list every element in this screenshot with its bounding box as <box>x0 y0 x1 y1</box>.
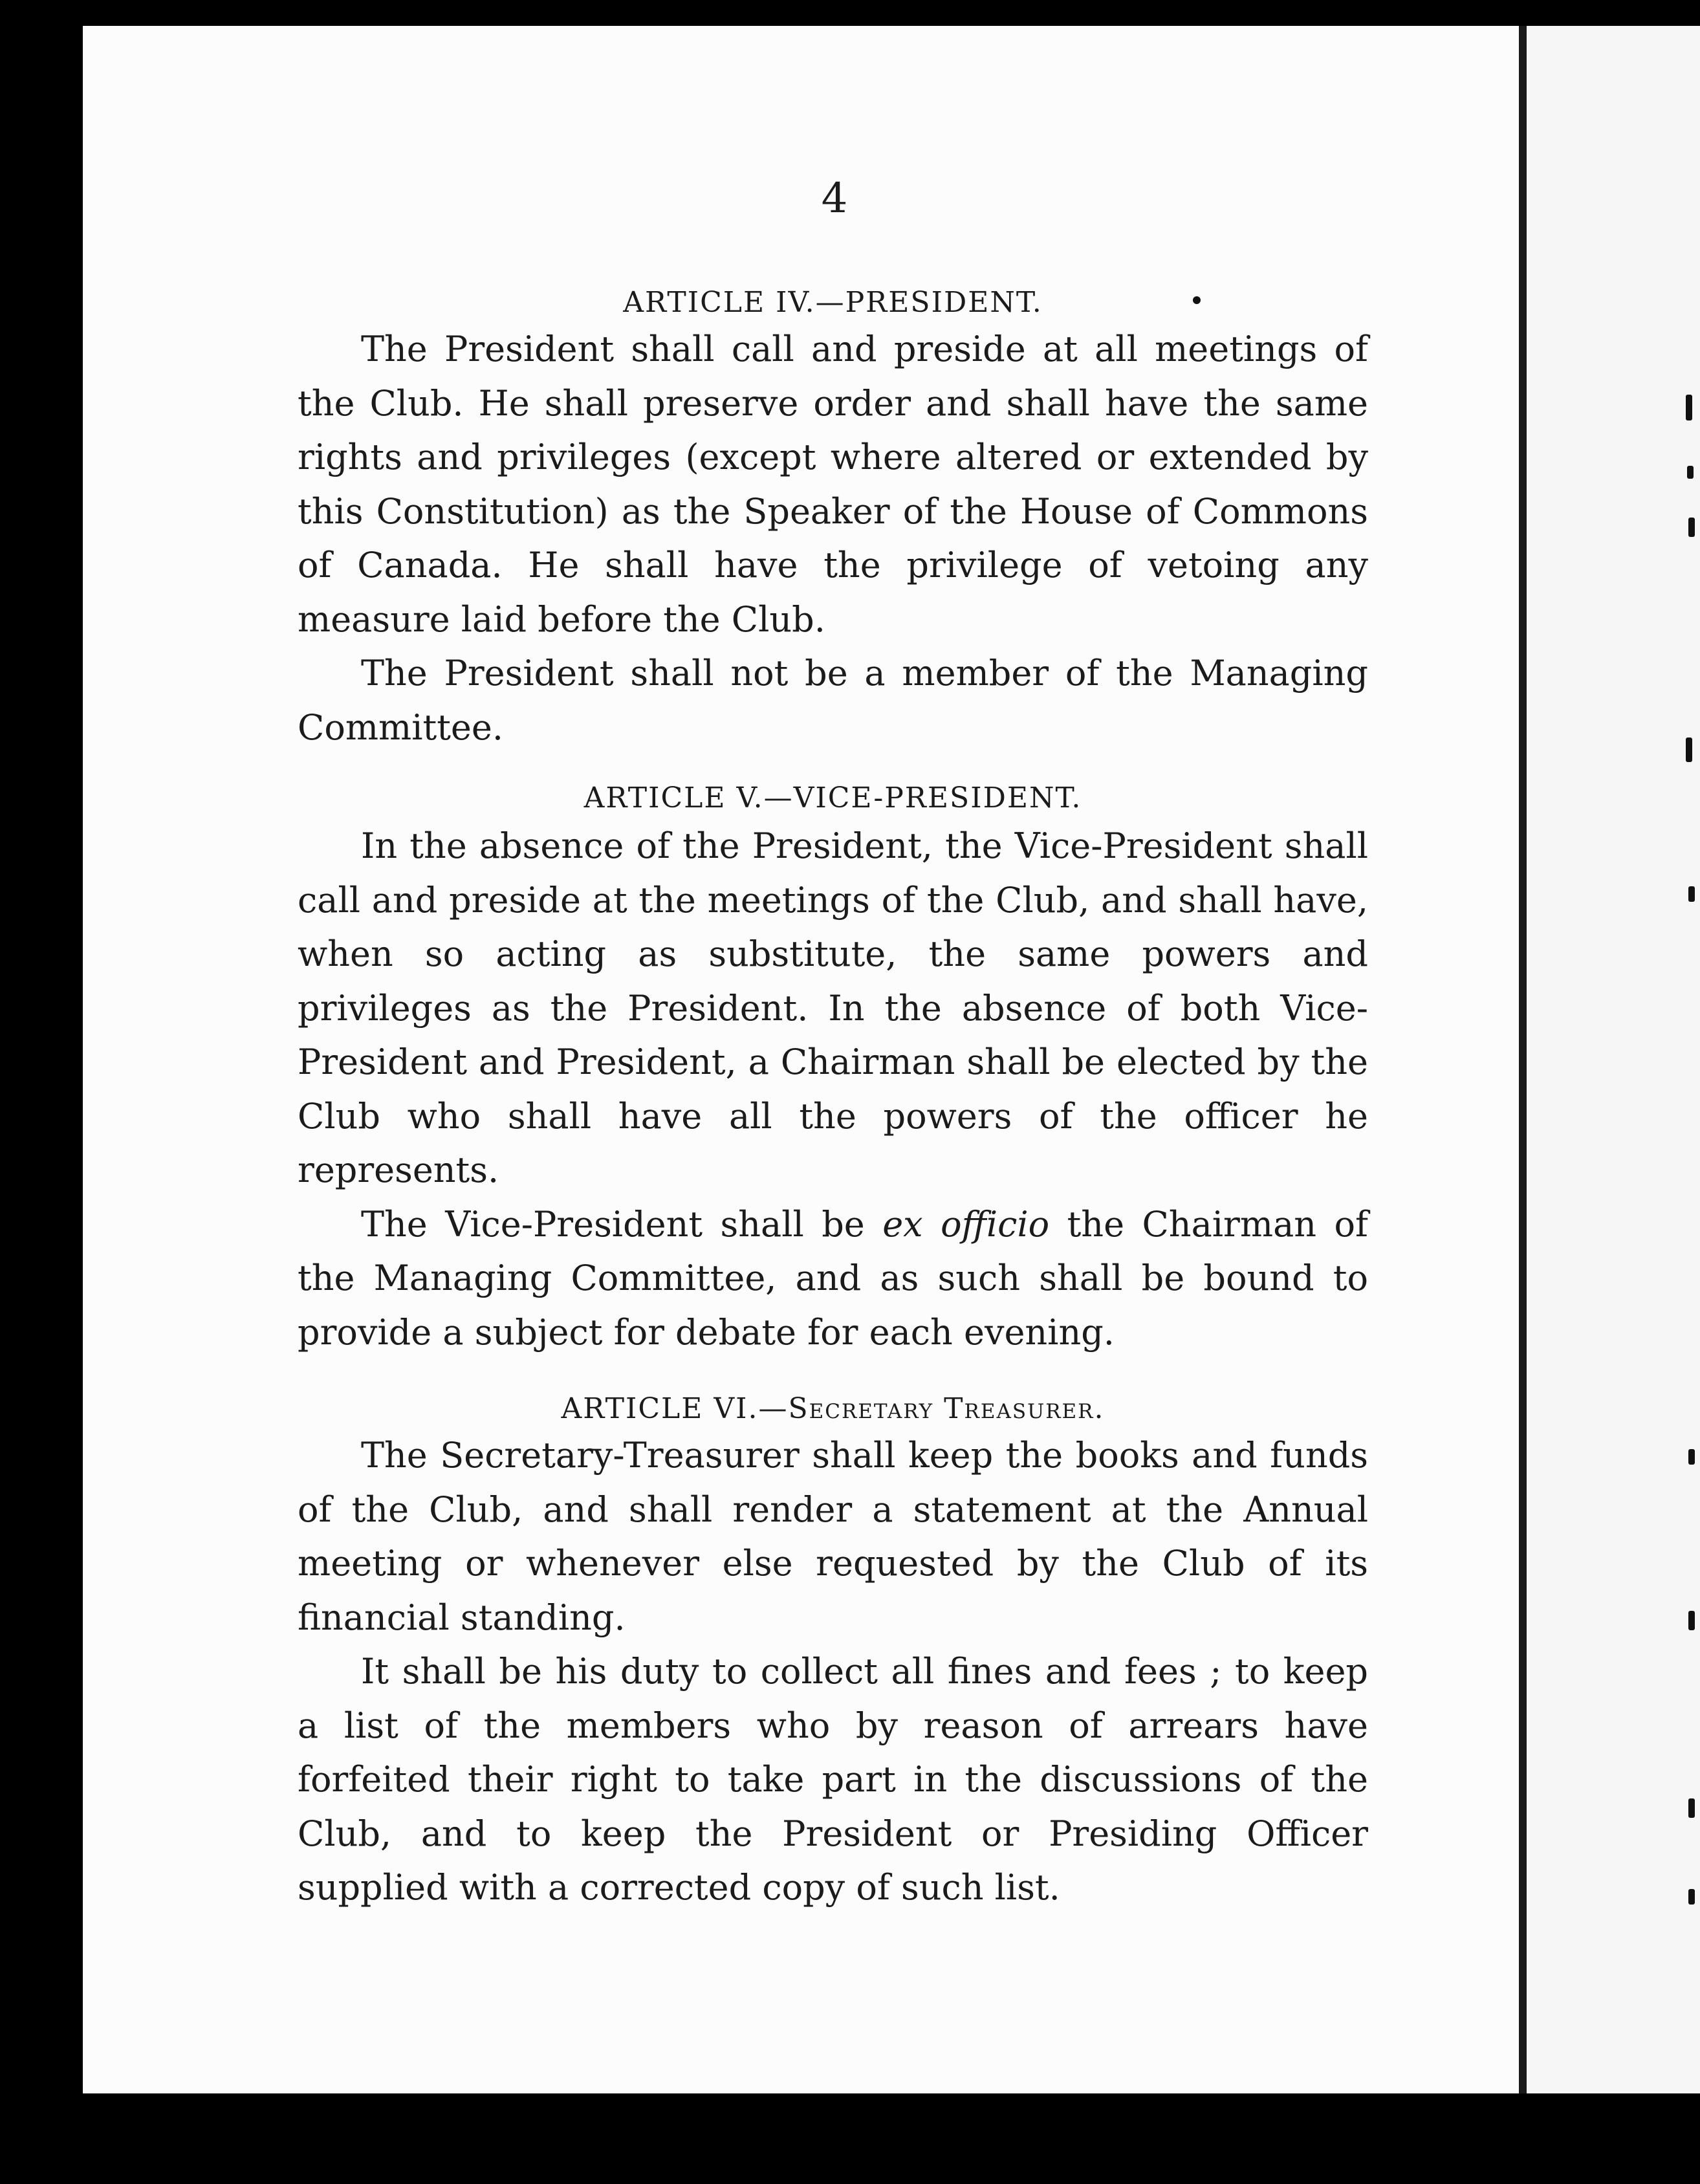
adjacent-page-mark <box>1688 1889 1695 1905</box>
adjacent-page-mark <box>1686 737 1692 762</box>
article-iv-heading: ARTICLE IV.—PRESIDENT. <box>623 286 1043 319</box>
page-number: 4 <box>821 175 848 223</box>
article-vi-paragraph-2: It shall be his duty to collect all fines and fees ; to keep a list of the members who by reason of arrears have forfeited their right to take part in the discussions of the Club, and to keep the President or Presiding Officer supplied with a corrected copy of such list. <box>298 1651 1368 1908</box>
adjacent-page-mark <box>1688 1449 1695 1465</box>
article-vi-paragraph-1: The Secretary-Treasurer shall keep the books and funds of the Club, and shall render a statement at the Annual meeting or whenever else requested by the Club of its financial standing. <box>298 1435 1368 1638</box>
article-v-paragraph-1: In the absence of the President, the Vice-President shall call and preside at the meetings of the Club, and shall have, when so acting as substitute, the same powers and privileges as the President. In the absence of both Vice-President and President, a Chairman shall be elected by the Club who shall have all the powers of the officer he represents. <box>298 825 1368 1190</box>
book-gutter <box>1519 26 1527 2093</box>
adjacent-page-mark <box>1688 1611 1695 1630</box>
article-v-paragraph-2-text: the Chairman of the Managing Committee, and as such shall be bound to provide a subject for debate for each evening. <box>298 1203 1368 1353</box>
adjacent-page-mark <box>1688 518 1695 537</box>
article-vi-heading-title: Secretary Treasurer. <box>788 1392 1105 1425</box>
ex-officio-emphasis: ex officio <box>882 1203 1050 1245</box>
adjacent-page-mark <box>1688 886 1695 902</box>
adjacent-page-mark <box>1687 466 1694 479</box>
article-v-paragraph-2-text: The Vice-President shall be <box>361 1203 883 1245</box>
adjacent-page-edge <box>1527 26 1700 2093</box>
adjacent-page-mark <box>1688 1798 1695 1818</box>
article-iv-paragraph-1: The President shall call and preside at all meetings of the Club. He shall preserve order and shall have the same rights and privileges (except where altered or extended by this Constitution) as the Speaker of the House of Commons of Canada. He shall have the privilege of vetoing any measure laid before the Club. <box>298 329 1368 640</box>
article-v-paragraph-2 <box>298 1197 1368 1360</box>
article-iv-paragraph-2: The President shall not be a member of the Managing Committee. <box>298 653 1368 748</box>
article-vi-heading-lead: ARTICLE VI.— <box>561 1392 789 1425</box>
article-iv <box>298 285 1368 754</box>
article-vi-heading <box>298 1391 1368 1427</box>
article-v <box>298 780 1368 1359</box>
adjacent-page-mark <box>1686 395 1692 420</box>
article-vi <box>298 1391 1368 1915</box>
article-v-heading: ARTICLE V.—VICE-PRESIDENT. <box>583 781 1082 814</box>
